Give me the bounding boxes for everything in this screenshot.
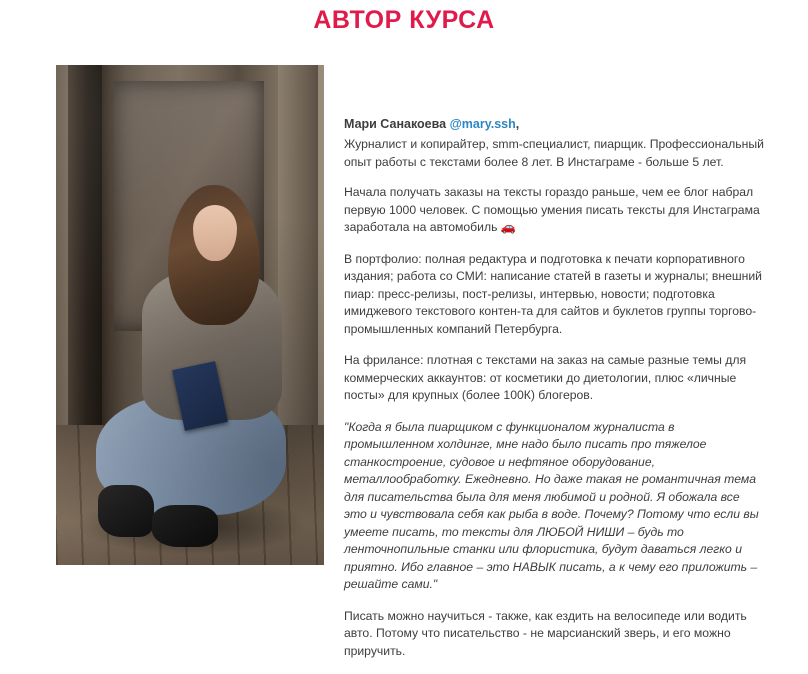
photo-overlay bbox=[56, 65, 324, 565]
author-paragraph-2: В портфолио: полная редактура и подготовка к печати корпоративного издания; работа со СМИ: написание статей в газеты и журналы; внешний пиар: пресс-релизы, пост-релизы, интервью, новости; подготовка имиджевого текстового контен-та для сайтов и буклетов группы торгово-промышленных компаний Петербурга. bbox=[344, 251, 762, 336]
author-name-line bbox=[344, 115, 764, 133]
text-column bbox=[344, 65, 764, 674]
author-paragraph-3: На фрилансе: плотная с текстами на заказ на самые разные темы для коммерческих аккаунтов: от косметики до диетологии, плюс «личные посты» для крупных (более 100К) блогеров. bbox=[344, 353, 747, 402]
author-photo bbox=[56, 65, 324, 565]
page-root bbox=[0, 5, 808, 658]
author-quote: "Когда я была пиарщиком с функционалом журналиста в промышленном холдинге, мне надо было писать про тяжелое станкостроение, судовое и нефтяное оборудование, металлообработку. Ежедневно. Но даже такая не романтичная тема для писательства была для меня любимой и родной. Я обожала все это и чувствовала себя как рыба в воде. Почему? Потому что если вы умеете писать, то тексты для ЛЮБОЙ НИШИ – будь то ленточнопильные станки или флористика, будут даваться легко и приятно. Ибо главное – это НАВЫК писать, а к чему его приложить – решайте сами." bbox=[344, 419, 759, 591]
author-handle-link[interactable]: @mary.ssh bbox=[449, 117, 516, 131]
author-name: Мари Санакоева bbox=[344, 117, 447, 131]
author-closing: Писать можно научиться - также, как ездить на велосипеде или водить авто. Потому что писательство - не марсианский зверь, и его можно приручить. bbox=[344, 608, 747, 658]
content-area bbox=[0, 35, 808, 674]
photo-column bbox=[56, 65, 344, 565]
author-name-comma: , bbox=[515, 117, 520, 131]
author-intro: Журналист и копирайтер, smm-специалист, пиарщик. Профессиональный опыт работы с текстами более 8 лет. В Инстаграме - больше 5 лет. bbox=[344, 137, 764, 169]
page-title: АВТОР КУРСА bbox=[313, 6, 495, 34]
author-paragraph-1: Начала получать заказы на тексты гораздо раньше, чем ее блог набрал первую 1000 человек. С помощью умения писать тексты для Инстаграма заработала на автомобиль 🚗 bbox=[344, 185, 760, 234]
